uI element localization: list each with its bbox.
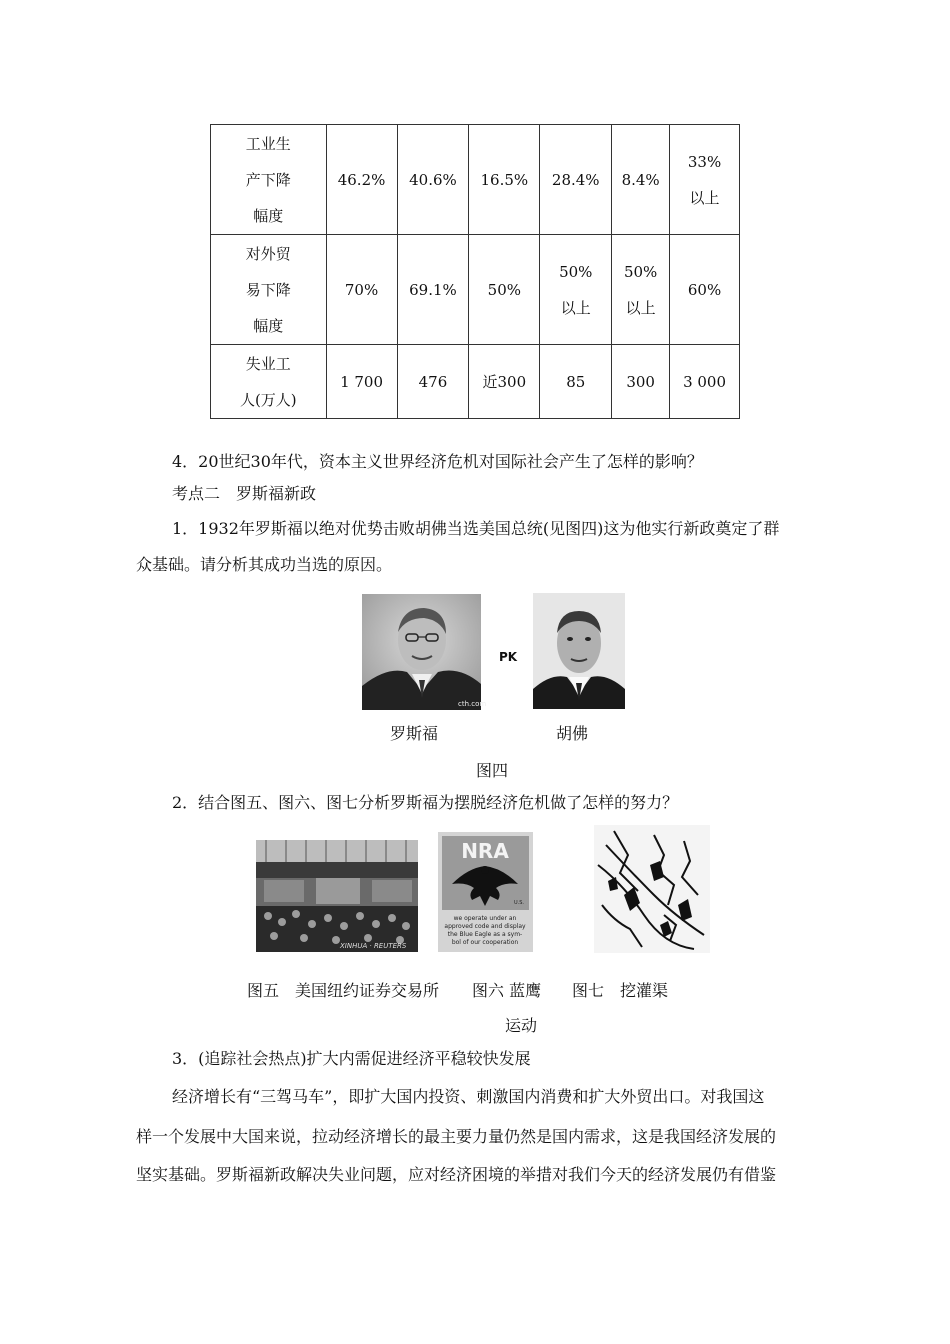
row-label-line: 幅度 bbox=[253, 316, 284, 335]
economic-crisis-table bbox=[210, 124, 740, 419]
table-cell bbox=[397, 125, 469, 235]
roosevelt-photo bbox=[362, 594, 487, 710]
table-cell bbox=[540, 345, 612, 419]
row-label-line: 易下降 bbox=[245, 280, 291, 299]
table-cell bbox=[612, 235, 670, 345]
table-cell-line: 33% bbox=[687, 152, 722, 171]
table-cell-line: 以上 bbox=[625, 298, 656, 317]
figure-4-title: 图四 bbox=[476, 761, 509, 780]
table-cell-line: 70% bbox=[344, 280, 379, 299]
table-cell-line: 85 bbox=[566, 372, 586, 391]
table-cell bbox=[670, 125, 740, 235]
table-cell-line: 8.4% bbox=[621, 170, 660, 189]
table-cell bbox=[540, 125, 612, 235]
table-cell bbox=[397, 235, 469, 345]
question-4: 4．20世纪30年代，资本主义世界经济危机对国际社会产生了怎样的影响？ bbox=[172, 452, 703, 471]
table-cell bbox=[670, 345, 740, 419]
table-row bbox=[211, 345, 740, 419]
s2-question-2: 2．结合图五、图六、图七分析罗斯福为摆脱经济危机做了怎样的努力？ bbox=[172, 793, 679, 812]
svg-text:bol of our cooperation: bol of our cooperation bbox=[451, 939, 519, 946]
row-label-line: 工业生 bbox=[245, 134, 291, 153]
pk-label: PK bbox=[499, 650, 518, 664]
section-heading: 考点二 罗斯福新政 bbox=[172, 484, 317, 503]
svg-text:we operate under an: we operate under an bbox=[453, 915, 517, 922]
table-cell-line: 69.1% bbox=[409, 280, 457, 299]
table-row bbox=[211, 235, 740, 345]
hoover-photo bbox=[533, 593, 625, 709]
roosevelt-portrait-icon bbox=[362, 594, 487, 710]
table-cell-line: 50% bbox=[623, 262, 658, 281]
svg-text:XINHUA · REUTERS: XINHUA · REUTERS bbox=[340, 942, 407, 950]
table-cell bbox=[469, 125, 540, 235]
table-cell-line: 476 bbox=[418, 372, 448, 391]
table-cell bbox=[397, 345, 469, 419]
nyse-photo bbox=[256, 840, 418, 952]
svg-text:cth.com: cth.com bbox=[458, 700, 487, 708]
svg-text:NRA: NRA bbox=[461, 839, 509, 863]
hoover-caption: 胡佛 bbox=[556, 724, 589, 743]
canal-digging-image bbox=[594, 825, 710, 953]
table-cell-line: 3 000 bbox=[683, 372, 727, 391]
nra-poster bbox=[438, 832, 533, 952]
svg-text:the Blue Eagle as a sym-: the Blue Eagle as a sym- bbox=[447, 931, 523, 938]
table-cell bbox=[612, 345, 670, 419]
table-cell-line: 以上 bbox=[689, 188, 720, 207]
figure-6-caption: 图六 蓝鹰 bbox=[472, 981, 542, 1000]
s2q3-text-line-2: 样一个发展中大国来说，拉动经济增长的最主要力量仍然是国内需求，这是我国经济发展的 bbox=[136, 1127, 777, 1146]
s2-question-1-line-1: 1．1932年罗斯福以绝对优势击败胡佛当选美国总统(见图四)这为他实行新政奠定了群 bbox=[172, 519, 780, 538]
row-label-line: 幅度 bbox=[253, 206, 284, 225]
table-row bbox=[211, 125, 740, 235]
svg-text:U.S.: U.S. bbox=[514, 900, 525, 906]
table-cell bbox=[326, 235, 397, 345]
table-cell-line: 50% bbox=[559, 262, 593, 281]
table-cell-line: 16.5% bbox=[480, 170, 529, 189]
table-cell bbox=[326, 125, 397, 235]
row-label-line: 失业工 bbox=[245, 354, 291, 373]
table-cell-line: 近300 bbox=[482, 372, 527, 391]
blue-eagle-icon bbox=[438, 832, 533, 952]
table-cell-line: 28.4% bbox=[551, 170, 600, 189]
table-cell bbox=[670, 235, 740, 345]
table-cell-line: 60% bbox=[687, 280, 722, 299]
table-cell bbox=[469, 235, 540, 345]
svg-text:approved code and display: approved code and display bbox=[444, 923, 526, 930]
stock-exchange-icon bbox=[256, 840, 418, 952]
table-cell bbox=[469, 345, 540, 419]
canal-sketch-icon bbox=[594, 825, 710, 953]
table-cell-line: 40.6% bbox=[409, 170, 457, 189]
s2q3-text-line-3: 坚实基础。罗斯福新政解决失业问题，应对经济困境的举措对我们今天的经济发展仍有借鉴 bbox=[136, 1165, 777, 1184]
table-cell bbox=[612, 125, 670, 235]
row-label-line: 人(万人) bbox=[239, 390, 297, 409]
row-label-line: 对外贸 bbox=[245, 244, 291, 263]
row-label bbox=[211, 235, 327, 345]
row-label bbox=[211, 345, 327, 419]
table-cell-line: 300 bbox=[626, 372, 655, 391]
table-cell bbox=[540, 235, 612, 345]
table-cell-line: 以上 bbox=[560, 298, 591, 317]
s2-question-3: 3．(追踪社会热点)扩大内需促进经济平稳较快发展 bbox=[172, 1049, 531, 1068]
figure-6-caption-cont: 运动 bbox=[505, 1016, 538, 1035]
s2q3-text-line-1: 经济增长有“三驾马车”，即扩大国内投资、刺激国内消费和扩大外贸出口。对我国这 bbox=[172, 1087, 765, 1106]
figure-7-caption: 图七 挖灌渠 bbox=[572, 981, 669, 1000]
row-label-line: 产下降 bbox=[245, 170, 291, 189]
table-cell bbox=[326, 345, 397, 419]
table-cell-line: 50% bbox=[487, 280, 522, 299]
table-cell-line: 46.2% bbox=[337, 170, 386, 189]
s2-question-1-line-2: 众基础。请分析其成功当选的原因。 bbox=[136, 555, 393, 574]
roosevelt-caption: 罗斯福 bbox=[390, 724, 439, 743]
table-cell-line: 1 700 bbox=[340, 372, 384, 391]
row-label bbox=[211, 125, 327, 235]
figure-5-caption: 图五 美国纽约证券交易所 bbox=[247, 981, 440, 1000]
hoover-portrait-icon bbox=[533, 593, 625, 709]
